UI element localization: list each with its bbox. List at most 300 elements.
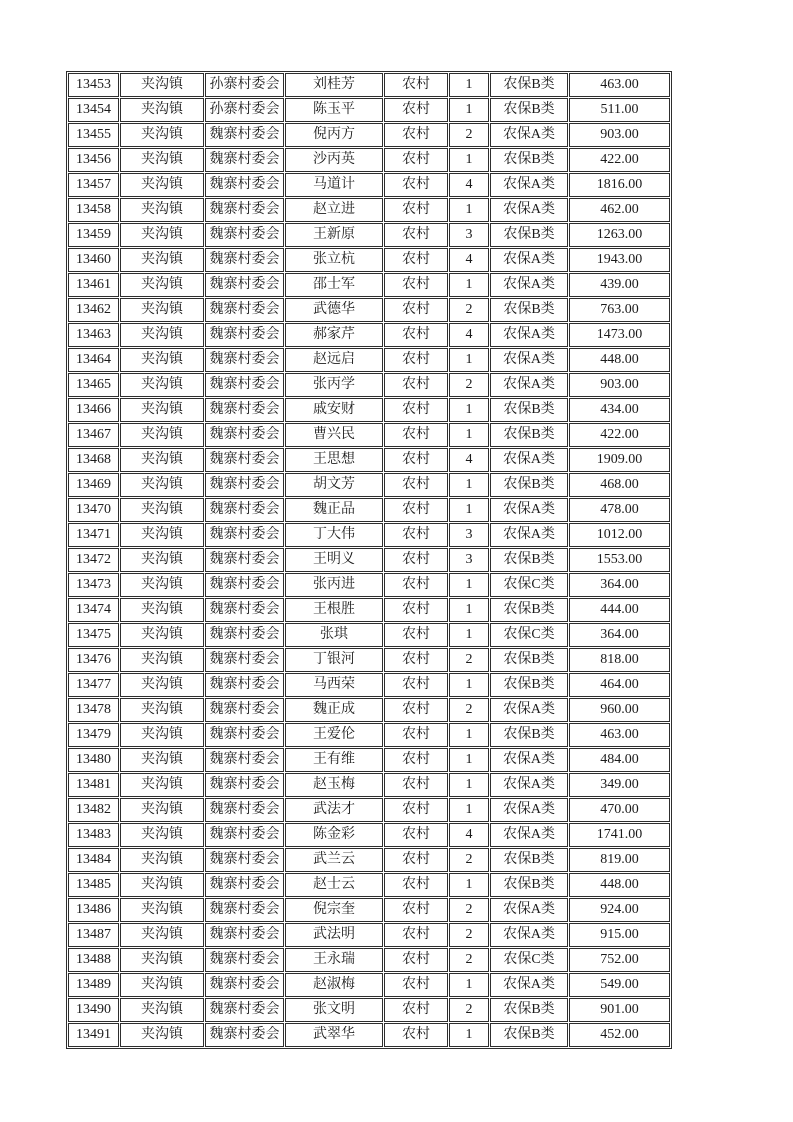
table-cell-town: 夹沟镇	[120, 323, 204, 347]
table-cell-insurance-category: 农保A类	[490, 173, 568, 197]
table-cell-town: 夹沟镇	[120, 1023, 204, 1047]
table-cell-person-name: 赵立进	[285, 198, 383, 222]
table-cell-insurance-category: 农保A类	[490, 348, 568, 372]
table-cell-record-id: 13473	[68, 573, 119, 597]
table-cell-person-count: 1	[449, 723, 489, 747]
table-cell-person-name: 王明义	[285, 548, 383, 572]
table-cell-residence-type: 农村	[384, 873, 448, 897]
table-cell-person-name: 王思想	[285, 448, 383, 472]
table-cell-record-id: 13453	[68, 73, 119, 97]
table-cell-amount: 763.00	[569, 298, 670, 322]
table-cell-person-name: 赵玉梅	[285, 773, 383, 797]
table-cell-insurance-category: 农保A类	[490, 273, 568, 297]
table-cell-town: 夹沟镇	[120, 748, 204, 772]
table-cell-town: 夹沟镇	[120, 173, 204, 197]
table-row	[68, 73, 670, 97]
table-cell-village-committee: 魏寨村委会	[205, 923, 284, 947]
table-cell-amount: 463.00	[569, 73, 670, 97]
table-row	[68, 998, 670, 1022]
table-cell-person-count: 4	[449, 173, 489, 197]
table-cell-village-committee: 魏寨村委会	[205, 148, 284, 172]
table-cell-amount: 470.00	[569, 798, 670, 822]
table-cell-person-count: 2	[449, 923, 489, 947]
table-cell-person-count: 2	[449, 698, 489, 722]
table-cell-record-id: 13478	[68, 698, 119, 722]
table-cell-residence-type: 农村	[384, 823, 448, 847]
table-cell-record-id: 13488	[68, 948, 119, 972]
table-cell-amount: 1473.00	[569, 323, 670, 347]
table-cell-town: 夹沟镇	[120, 798, 204, 822]
table-cell-town: 夹沟镇	[120, 498, 204, 522]
table-row	[68, 873, 670, 897]
table-cell-residence-type: 农村	[384, 173, 448, 197]
table-cell-village-committee: 魏寨村委会	[205, 423, 284, 447]
table-cell-person-name: 丁银河	[285, 648, 383, 672]
table-cell-insurance-category: 农保B类	[490, 598, 568, 622]
table-cell-town: 夹沟镇	[120, 623, 204, 647]
table-cell-person-count: 1	[449, 623, 489, 647]
table-cell-village-committee: 魏寨村委会	[205, 398, 284, 422]
table-cell-insurance-category: 农保B类	[490, 473, 568, 497]
table-cell-person-count: 1	[449, 573, 489, 597]
table-cell-amount: 448.00	[569, 348, 670, 372]
table-cell-amount: 462.00	[569, 198, 670, 222]
table-row	[68, 823, 670, 847]
table-cell-insurance-category: 农保B类	[490, 723, 568, 747]
table-cell-insurance-category: 农保A类	[490, 923, 568, 947]
table-cell-town: 夹沟镇	[120, 398, 204, 422]
table-cell-insurance-category: 农保B类	[490, 73, 568, 97]
table-cell-person-name: 王有维	[285, 748, 383, 772]
table-cell-village-committee: 魏寨村委会	[205, 198, 284, 222]
table-cell-village-committee: 魏寨村委会	[205, 448, 284, 472]
table-cell-insurance-category: 农保C类	[490, 948, 568, 972]
table-cell-person-count: 1	[449, 498, 489, 522]
table-cell-person-name: 王爱伦	[285, 723, 383, 747]
table-cell-person-count: 4	[449, 248, 489, 272]
table-cell-person-name: 邵士军	[285, 273, 383, 297]
table-cell-town: 夹沟镇	[120, 423, 204, 447]
table-cell-person-name: 戚安财	[285, 398, 383, 422]
table-cell-insurance-category: 农保A类	[490, 973, 568, 997]
table-row	[68, 273, 670, 297]
table-cell-amount: 422.00	[569, 148, 670, 172]
table-cell-town: 夹沟镇	[120, 948, 204, 972]
table-row	[68, 448, 670, 472]
table-row	[68, 898, 670, 922]
table-cell-residence-type: 农村	[384, 323, 448, 347]
table-cell-amount: 452.00	[569, 1023, 670, 1047]
table-cell-town: 夹沟镇	[120, 823, 204, 847]
table-cell-insurance-category: 农保A类	[490, 773, 568, 797]
table-cell-insurance-category: 农保B类	[490, 998, 568, 1022]
table-cell-person-name: 武法才	[285, 798, 383, 822]
table-cell-person-count: 1	[449, 273, 489, 297]
table-cell-town: 夹沟镇	[120, 773, 204, 797]
table-cell-person-count: 1	[449, 73, 489, 97]
table-cell-village-committee: 魏寨村委会	[205, 823, 284, 847]
table-cell-person-count: 1	[449, 773, 489, 797]
table-cell-residence-type: 农村	[384, 773, 448, 797]
table-cell-person-count: 1	[449, 598, 489, 622]
table-cell-town: 夹沟镇	[120, 648, 204, 672]
table-cell-person-count: 3	[449, 523, 489, 547]
table-cell-person-name: 陈金彩	[285, 823, 383, 847]
table-cell-record-id: 13460	[68, 248, 119, 272]
table-cell-town: 夹沟镇	[120, 523, 204, 547]
table-cell-amount: 349.00	[569, 773, 670, 797]
table-cell-insurance-category: 农保B类	[490, 423, 568, 447]
table-row	[68, 198, 670, 222]
table-cell-residence-type: 农村	[384, 273, 448, 297]
table-row	[68, 648, 670, 672]
table-cell-village-committee: 魏寨村委会	[205, 498, 284, 522]
table-cell-village-committee: 魏寨村委会	[205, 998, 284, 1022]
table-cell-residence-type: 农村	[384, 623, 448, 647]
table-cell-residence-type: 农村	[384, 248, 448, 272]
table-cell-insurance-category: 农保B类	[490, 398, 568, 422]
table-cell-person-name: 马道计	[285, 173, 383, 197]
table-cell-village-committee: 魏寨村委会	[205, 573, 284, 597]
table-cell-record-id: 13469	[68, 473, 119, 497]
table-cell-insurance-category: 农保A类	[490, 898, 568, 922]
table-cell-village-committee: 魏寨村委会	[205, 173, 284, 197]
table-cell-record-id: 13455	[68, 123, 119, 147]
table-cell-village-committee: 孙寨村委会	[205, 98, 284, 122]
table-cell-amount: 478.00	[569, 498, 670, 522]
table-cell-person-count: 1	[449, 1023, 489, 1047]
table-row	[68, 973, 670, 997]
table-cell-town: 夹沟镇	[120, 123, 204, 147]
table-row	[68, 423, 670, 447]
table-cell-person-name: 武翠华	[285, 1023, 383, 1047]
table-cell-insurance-category: 农保A类	[490, 523, 568, 547]
table-cell-village-committee: 孙寨村委会	[205, 73, 284, 97]
table-cell-residence-type: 农村	[384, 498, 448, 522]
table-cell-record-id: 13485	[68, 873, 119, 897]
table-cell-amount: 444.00	[569, 598, 670, 622]
table-row	[68, 298, 670, 322]
table-cell-insurance-category: 农保A类	[490, 123, 568, 147]
table-cell-record-id: 13470	[68, 498, 119, 522]
table-row	[68, 948, 670, 972]
table-row	[68, 323, 670, 347]
table-cell-person-name: 张琪	[285, 623, 383, 647]
table-cell-residence-type: 农村	[384, 548, 448, 572]
table-cell-insurance-category: 农保B类	[490, 848, 568, 872]
table-cell-amount: 1816.00	[569, 173, 670, 197]
table-cell-amount: 511.00	[569, 98, 670, 122]
table-cell-amount: 1263.00	[569, 223, 670, 247]
table-cell-residence-type: 农村	[384, 123, 448, 147]
table-cell-residence-type: 农村	[384, 448, 448, 472]
table-row	[68, 498, 670, 522]
table-cell-residence-type: 农村	[384, 923, 448, 947]
table-cell-person-name: 曹兴民	[285, 423, 383, 447]
table-cell-insurance-category: 农保B类	[490, 873, 568, 897]
table-cell-person-count: 2	[449, 648, 489, 672]
table-cell-town: 夹沟镇	[120, 473, 204, 497]
table-cell-village-committee: 魏寨村委会	[205, 648, 284, 672]
table-cell-amount: 549.00	[569, 973, 670, 997]
table-cell-person-count: 1	[449, 398, 489, 422]
table-cell-person-count: 3	[449, 223, 489, 247]
table-cell-record-id: 13454	[68, 98, 119, 122]
table-cell-record-id: 13468	[68, 448, 119, 472]
table-cell-record-id: 13487	[68, 923, 119, 947]
table-cell-insurance-category: 农保A类	[490, 248, 568, 272]
table-cell-amount: 1741.00	[569, 823, 670, 847]
table-row	[68, 348, 670, 372]
table-cell-person-name: 武德华	[285, 298, 383, 322]
table-cell-amount: 901.00	[569, 998, 670, 1022]
table-cell-amount: 960.00	[569, 698, 670, 722]
table-cell-village-committee: 魏寨村委会	[205, 348, 284, 372]
table-cell-village-committee: 魏寨村委会	[205, 748, 284, 772]
table-row	[68, 923, 670, 947]
table-cell-person-count: 2	[449, 998, 489, 1022]
table-cell-insurance-category: 农保B类	[490, 148, 568, 172]
table-cell-town: 夹沟镇	[120, 998, 204, 1022]
table-cell-village-committee: 魏寨村委会	[205, 123, 284, 147]
table-cell-amount: 1943.00	[569, 248, 670, 272]
table-cell-residence-type: 农村	[384, 523, 448, 547]
table-cell-amount: 1012.00	[569, 523, 670, 547]
table-cell-residence-type: 农村	[384, 898, 448, 922]
table-cell-residence-type: 农村	[384, 648, 448, 672]
table-row	[68, 548, 670, 572]
table-cell-person-name: 赵远启	[285, 348, 383, 372]
table-row	[68, 848, 670, 872]
table-cell-amount: 468.00	[569, 473, 670, 497]
table-cell-person-count: 1	[449, 423, 489, 447]
table-cell-village-committee: 魏寨村委会	[205, 298, 284, 322]
table-cell-amount: 463.00	[569, 723, 670, 747]
table-cell-village-committee: 魏寨村委会	[205, 873, 284, 897]
table-cell-person-count: 1	[449, 148, 489, 172]
table-cell-person-name: 赵淑梅	[285, 973, 383, 997]
table-cell-village-committee: 魏寨村委会	[205, 248, 284, 272]
table-cell-record-id: 13463	[68, 323, 119, 347]
table-cell-person-name: 赵士云	[285, 873, 383, 897]
table-cell-residence-type: 农村	[384, 348, 448, 372]
table-row	[68, 623, 670, 647]
table-cell-town: 夹沟镇	[120, 573, 204, 597]
table-row	[68, 98, 670, 122]
table-cell-amount: 364.00	[569, 623, 670, 647]
table-cell-town: 夹沟镇	[120, 923, 204, 947]
table-cell-person-name: 胡文芳	[285, 473, 383, 497]
table-cell-town: 夹沟镇	[120, 348, 204, 372]
table-cell-person-count: 2	[449, 848, 489, 872]
table-cell-village-committee: 魏寨村委会	[205, 598, 284, 622]
table-cell-person-count: 1	[449, 798, 489, 822]
table-cell-village-committee: 魏寨村委会	[205, 548, 284, 572]
table-row	[68, 673, 670, 697]
table-cell-insurance-category: 农保A类	[490, 498, 568, 522]
table-cell-town: 夹沟镇	[120, 723, 204, 747]
table-cell-person-name: 张丙进	[285, 573, 383, 597]
table-cell-amount: 819.00	[569, 848, 670, 872]
table-cell-person-name: 王永瑞	[285, 948, 383, 972]
table-cell-record-id: 13461	[68, 273, 119, 297]
table-cell-record-id: 13458	[68, 198, 119, 222]
table-cell-record-id: 13483	[68, 823, 119, 847]
table-cell-village-committee: 魏寨村委会	[205, 673, 284, 697]
table-cell-insurance-category: 农保B类	[490, 673, 568, 697]
table-cell-town: 夹沟镇	[120, 898, 204, 922]
table-cell-record-id: 13491	[68, 1023, 119, 1047]
table-cell-town: 夹沟镇	[120, 298, 204, 322]
table-cell-person-name: 刘桂芳	[285, 73, 383, 97]
table-cell-person-name: 魏正成	[285, 698, 383, 722]
table-cell-residence-type: 农村	[384, 473, 448, 497]
table-cell-residence-type: 农村	[384, 223, 448, 247]
table-cell-village-committee: 魏寨村委会	[205, 223, 284, 247]
table-row	[68, 773, 670, 797]
table-cell-residence-type: 农村	[384, 73, 448, 97]
table-cell-residence-type: 农村	[384, 948, 448, 972]
table-cell-record-id: 13489	[68, 973, 119, 997]
table-cell-person-count: 1	[449, 98, 489, 122]
table-row	[68, 248, 670, 272]
table-row	[68, 223, 670, 247]
table-cell-town: 夹沟镇	[120, 973, 204, 997]
table-cell-record-id: 13459	[68, 223, 119, 247]
table-cell-insurance-category: 农保B类	[490, 648, 568, 672]
table-cell-person-name: 张丙学	[285, 373, 383, 397]
table-cell-amount: 484.00	[569, 748, 670, 772]
table-cell-town: 夹沟镇	[120, 548, 204, 572]
table-cell-person-count: 1	[449, 873, 489, 897]
table-cell-person-count: 4	[449, 323, 489, 347]
table-row	[68, 373, 670, 397]
table-cell-village-committee: 魏寨村委会	[205, 323, 284, 347]
table-cell-amount: 903.00	[569, 123, 670, 147]
table-cell-record-id: 13486	[68, 898, 119, 922]
table-cell-town: 夹沟镇	[120, 673, 204, 697]
table-cell-insurance-category: 农保A类	[490, 373, 568, 397]
table-cell-village-committee: 魏寨村委会	[205, 973, 284, 997]
table-cell-amount: 464.00	[569, 673, 670, 697]
table-cell-residence-type: 农村	[384, 598, 448, 622]
table-row	[68, 173, 670, 197]
table-cell-town: 夹沟镇	[120, 873, 204, 897]
table-cell-insurance-category: 农保A类	[490, 198, 568, 222]
table-cell-residence-type: 农村	[384, 423, 448, 447]
table-cell-insurance-category: 农保A类	[490, 748, 568, 772]
table-cell-village-committee: 魏寨村委会	[205, 948, 284, 972]
table-cell-insurance-category: 农保A类	[490, 698, 568, 722]
table-cell-person-name: 沙丙英	[285, 148, 383, 172]
table-cell-amount: 818.00	[569, 648, 670, 672]
table-cell-record-id: 13479	[68, 723, 119, 747]
table-cell-amount: 448.00	[569, 873, 670, 897]
table-cell-record-id: 13467	[68, 423, 119, 447]
table-cell-person-name: 张立杭	[285, 248, 383, 272]
table-cell-insurance-category: 农保A类	[490, 448, 568, 472]
table-cell-person-count: 2	[449, 123, 489, 147]
table-cell-village-committee: 魏寨村委会	[205, 773, 284, 797]
table-cell-person-name: 陈玉平	[285, 98, 383, 122]
table-cell-town: 夹沟镇	[120, 598, 204, 622]
data-table	[66, 71, 672, 1049]
table-cell-amount: 439.00	[569, 273, 670, 297]
table-cell-record-id: 13477	[68, 673, 119, 697]
table-cell-person-count: 4	[449, 823, 489, 847]
table-cell-record-id: 13482	[68, 798, 119, 822]
table-cell-record-id: 13462	[68, 298, 119, 322]
table-cell-amount: 434.00	[569, 398, 670, 422]
table-cell-village-committee: 魏寨村委会	[205, 698, 284, 722]
table-cell-record-id: 13472	[68, 548, 119, 572]
table-cell-town: 夹沟镇	[120, 248, 204, 272]
table-body	[68, 73, 670, 1047]
table-cell-town: 夹沟镇	[120, 273, 204, 297]
table-cell-residence-type: 农村	[384, 373, 448, 397]
table-row	[68, 698, 670, 722]
table-row	[68, 598, 670, 622]
table-cell-person-count: 4	[449, 448, 489, 472]
table-cell-amount: 903.00	[569, 373, 670, 397]
table-cell-person-count: 2	[449, 898, 489, 922]
table-row	[68, 123, 670, 147]
table-cell-amount: 364.00	[569, 573, 670, 597]
table-cell-residence-type: 农村	[384, 723, 448, 747]
table-cell-insurance-category: 农保A类	[490, 823, 568, 847]
table-cell-residence-type: 农村	[384, 673, 448, 697]
table-cell-village-committee: 魏寨村委会	[205, 373, 284, 397]
table-row	[68, 473, 670, 497]
table-cell-insurance-category: 农保B类	[490, 223, 568, 247]
table-row	[68, 398, 670, 422]
table-cell-residence-type: 农村	[384, 98, 448, 122]
table-cell-town: 夹沟镇	[120, 373, 204, 397]
table-row	[68, 523, 670, 547]
table-cell-person-name: 倪丙方	[285, 123, 383, 147]
table-cell-amount: 752.00	[569, 948, 670, 972]
table-cell-person-count: 2	[449, 373, 489, 397]
table-cell-person-count: 1	[449, 198, 489, 222]
table-cell-village-committee: 魏寨村委会	[205, 848, 284, 872]
table-cell-record-id: 13475	[68, 623, 119, 647]
table-cell-town: 夹沟镇	[120, 698, 204, 722]
table-cell-residence-type: 农村	[384, 398, 448, 422]
table-cell-town: 夹沟镇	[120, 448, 204, 472]
table-cell-town: 夹沟镇	[120, 98, 204, 122]
table-cell-insurance-category: 农保B类	[490, 298, 568, 322]
table-cell-village-committee: 魏寨村委会	[205, 473, 284, 497]
table-row	[68, 573, 670, 597]
table-cell-village-committee: 魏寨村委会	[205, 523, 284, 547]
table-cell-residence-type: 农村	[384, 973, 448, 997]
table-cell-record-id: 13474	[68, 598, 119, 622]
table-cell-person-name: 张文明	[285, 998, 383, 1022]
table-cell-residence-type: 农村	[384, 198, 448, 222]
table-cell-insurance-category: 农保B类	[490, 548, 568, 572]
table-cell-insurance-category: 农保B类	[490, 1023, 568, 1047]
table-cell-record-id: 13464	[68, 348, 119, 372]
table-row	[68, 148, 670, 172]
table-cell-record-id: 13456	[68, 148, 119, 172]
table-row	[68, 1023, 670, 1047]
table-cell-village-committee: 魏寨村委会	[205, 898, 284, 922]
table-cell-village-committee: 魏寨村委会	[205, 1023, 284, 1047]
table-cell-village-committee: 魏寨村委会	[205, 723, 284, 747]
table-cell-insurance-category: 农保C类	[490, 623, 568, 647]
table-cell-residence-type: 农村	[384, 698, 448, 722]
table-cell-insurance-category: 农保B类	[490, 98, 568, 122]
